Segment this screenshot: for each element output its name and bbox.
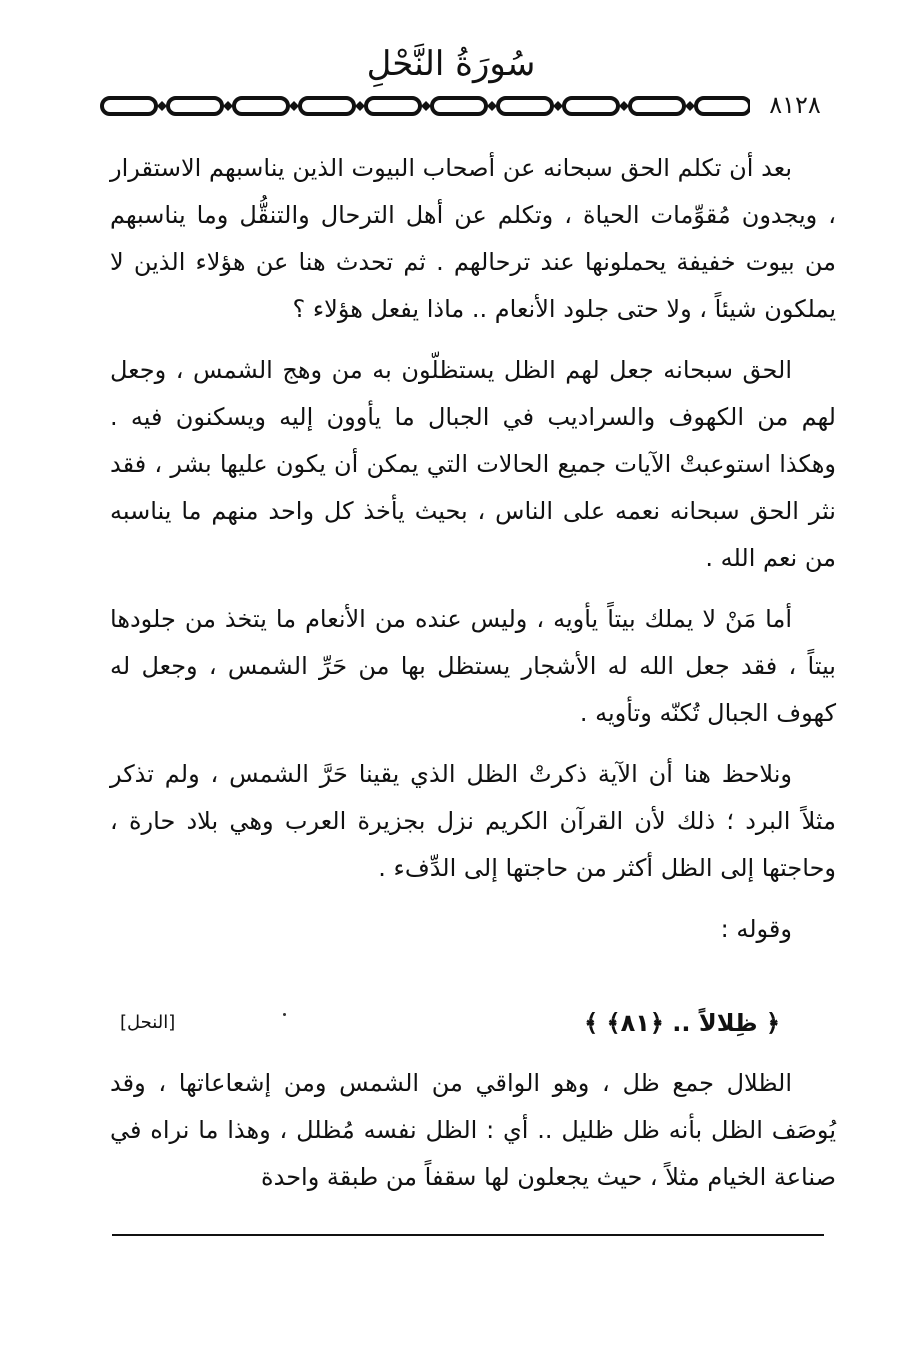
verse-reference: [النحل] [120, 1012, 176, 1033]
page-number: ٨١٢٨ [750, 89, 840, 121]
diamond-icon [619, 101, 629, 111]
diamond-icon [685, 101, 695, 111]
chain-link-icon [102, 98, 156, 114]
chain-link-icon [366, 98, 420, 114]
chain-link-icon [630, 98, 684, 114]
paragraph-3: أما مَنْ لا يملك بيتاً يأويه ، وليس عنده من الأنعام ما يتخذ من جلودها بيتاً ، فقد جعل الله له الأشجار يستظل بها من حَرِّ الشمس ، وجعل له كهوف الجبال تُكنّه وتأويه . [110, 605, 836, 727]
paragraph-5: الظلال جمع ظل ، وهو الواقي من الشمس ومن إشعاعاتها ، وقد يُوصَف الظل بأنه ظل ظليل .. أي : الظل نفسه مُظلل ، وهذا ما نراه في صناعة الخيام مثلاً ، حيث يجعلون لها سقفاً من طبقة واحدة [110, 1069, 836, 1191]
stray-dot [283, 1013, 286, 1016]
diamond-icon [355, 101, 365, 111]
paragraph-2: الحق سبحانه جعل لهم الظل يستظلّون به من وهج الشمس ، وجعل لهم من الكهوف والسراديب في الجبال ما يأوون إليه ويسكنون فيه . وهكذا استوعبتْ الآيات جميع الحالات التي يمكن أن يكون عليها بشر ، فقد نثر الحق سبحانه نعمه على الناس ، بحيث يأخذ كل واحد منهم ما يناسبه من نعم الله . [110, 356, 836, 572]
chain-link-icon [234, 98, 288, 114]
intro-line: وقوله : [720, 915, 792, 943]
footer-rule [112, 1234, 824, 1236]
diamond-icon [421, 101, 431, 111]
diamond-icon [157, 101, 167, 111]
paragraph-1: بعد أن تكلم الحق سبحانه عن أصحاب البيوت الذين يناسبهم الاستقرار ، ويجدون مُقوِّمات الحياة ، وتكلم عن أهل الترحال والتنقُّل وما يناسبهم من بيوت خفيفة يحملونها عند ترحالهم . ثم تحدث هنا عن هؤلاء الذين لا يملكون شيئاً ، ولا حتى جلود الأنعام .. ماذا يفعل هؤلاء ؟ [110, 154, 836, 323]
chain-link-icon [300, 98, 354, 114]
diamond-icon [223, 101, 233, 111]
diamond-icon [553, 101, 563, 111]
paragraph-4: ونلاحظ هنا أن الآية ذكرتْ الظل الذي يقينا حَرَّ الشمس ، ولم تذكر مثلاً البرد ؛ ذلك لأن القرآن الكريم نزل بجزيرة العرب وهي بلاد حارة ، وحاجتها إلى الظل أكثر من حاجتها إلى الدِّفء . [110, 760, 836, 882]
chain-link-icon [696, 98, 750, 114]
diamond-icon [487, 101, 497, 111]
chain-link-icon [564, 98, 618, 114]
main-text [110, 145, 836, 967]
chain-link-icon [498, 98, 552, 114]
surah-title: سُورَةُ النَّحْلِ [366, 44, 536, 84]
diamond-icon [289, 101, 299, 111]
chain-link-icon [168, 98, 222, 114]
chain-link-icon [432, 98, 486, 114]
continuation-text [110, 1060, 836, 1201]
verse-text: ﴿ ظِلالاً .. ﴿٨١﴾ ﴾ [584, 1009, 780, 1037]
quran-verse-line [110, 1003, 836, 1043]
